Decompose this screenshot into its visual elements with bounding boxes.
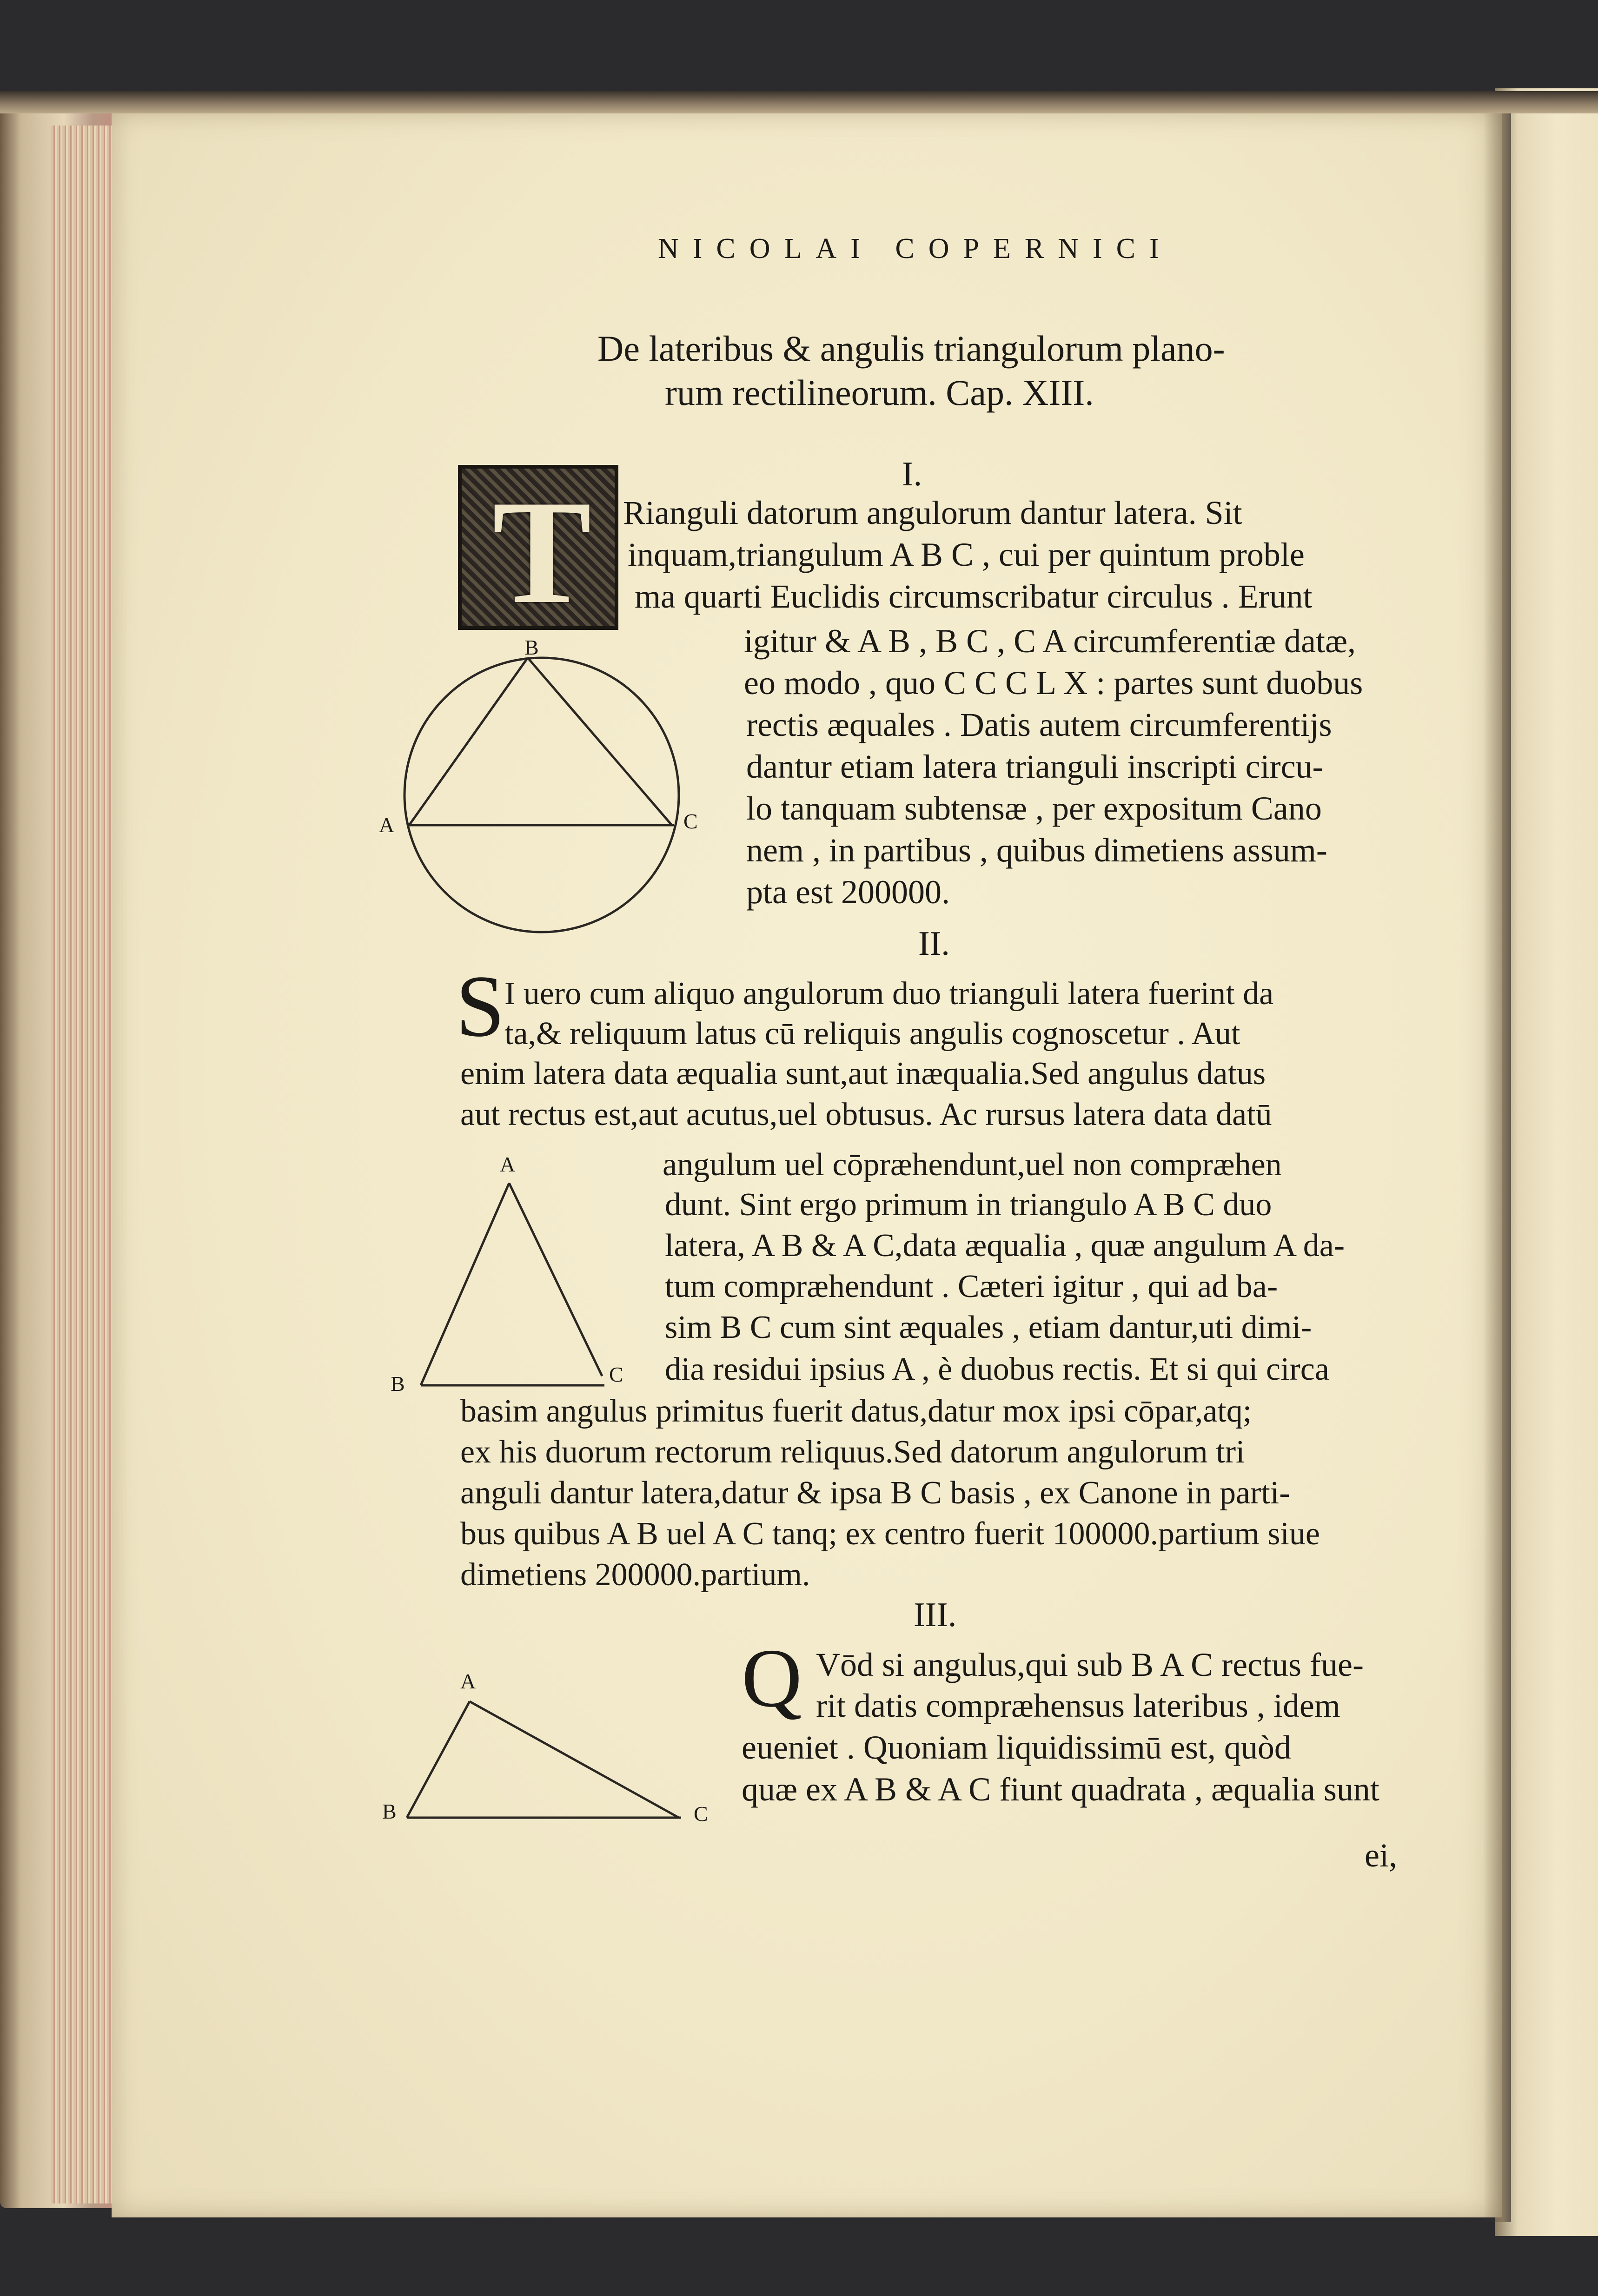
figure-inscribed-triangle: [367, 642, 721, 944]
section-1-line: dantur etiam latera trianguli inscripti circu-: [746, 748, 1324, 785]
section-1-line: igitur & A B , B C , C A circumferentiæ datæ,: [744, 622, 1356, 660]
section-2-line: sim B C cum sint æquales , etiam dantur,uti dimi-: [665, 1310, 1312, 1345]
decorated-initial-t: [458, 465, 618, 635]
page-stack-edge: [51, 126, 121, 2203]
section-2-line: I uero cum aliquo angulorum duo trianguli latera fuerint da: [504, 976, 1274, 1012]
section-2-line: aut rectus est,aut acutus,uel obtusus. Ac rursus latera data datū: [460, 1097, 1272, 1132]
section-2-line: basim angulus primitus fuerit datus,datur mox ipsi cōpar,atq;: [460, 1393, 1252, 1429]
section-2-line: latera, A B & A C,data æqualia , quæ angulum A da-: [665, 1228, 1345, 1264]
section-3-line: rit datis compræhensus lateribus , idem: [816, 1687, 1340, 1724]
section-2-line: ta,& reliquum latus cū reliquis angulis cognoscetur . Aut: [504, 1016, 1240, 1052]
section-2-line: dunt. Sint ergo primum in triangulo A B C duo: [665, 1187, 1272, 1223]
section-2-line: dia residui ipsius A , è duobus rectis. Et si qui circa: [665, 1351, 1329, 1387]
section-1-line: nem , in partibus , quibus dimetiens assum-: [746, 832, 1327, 869]
section-2-initial: S: [456, 958, 505, 1055]
section-1-line: pta est 200000.: [746, 873, 950, 911]
section-3-line: Vōd si angulus,qui sub B A C rectus fue-: [816, 1646, 1364, 1683]
section-2-line: bus quibus A B uel A C tanq; ex centro fuerit 100000.partium siue: [460, 1516, 1320, 1552]
figure-3-label: A: [460, 1669, 476, 1693]
figure-1-label: A: [379, 813, 395, 837]
figure-2-label: A: [500, 1152, 516, 1176]
section-numeral-2: II.: [918, 925, 950, 963]
section-1-line: lo tanquam subtensæ , per expositum Cano: [746, 790, 1322, 827]
chapter-title-line-1: De lateribus & angulis triangulorum plano-: [597, 328, 1225, 369]
figure-1-label: B: [524, 635, 539, 659]
figure-isosceles-triangle: [409, 1167, 614, 1399]
figure-2-label: C: [609, 1363, 623, 1386]
running-head: NICOLAI COPERNICI: [658, 233, 1173, 265]
decorated-initial-letter: T: [492, 470, 592, 635]
chapter-title-line-2: rum rectilineorum. Cap. XIII.: [665, 372, 1094, 413]
section-2-line: anguli dantur latera,datur & ipsa B C basis , ex Canone in parti-: [460, 1475, 1290, 1511]
section-2-line: angulum uel cōpræhendunt,uel non compræhen: [663, 1147, 1282, 1183]
section-2-line: ex his duorum rectorum reliquus.Sed datorum angulorum tri: [460, 1434, 1245, 1470]
section-2-line: dimetiens 200000.partium.: [460, 1557, 810, 1593]
section-1-line: Rianguli datorum angulorum dantur latera. Sit: [623, 494, 1242, 531]
section-1-line: ma quarti Euclidis circumscribatur circulus . Erunt: [635, 578, 1313, 615]
figure-2-label: B: [391, 1372, 405, 1396]
section-2-line: enim latera data æqualia sunt,aut inæqualia.Sed angulus datus: [460, 1056, 1266, 1092]
figure-1-label: C: [683, 809, 698, 833]
catchword: ei,: [1365, 1837, 1397, 1874]
figure-3-label: C: [694, 1802, 708, 1826]
section-3-line: eueniet . Quoniam liquidissimū est, quòd: [742, 1729, 1291, 1766]
section-numeral-1: I.: [902, 455, 922, 493]
section-1-line: inquam,triangulum A B C , cui per quintum proble: [628, 536, 1305, 573]
section-numeral-3: III.: [914, 1596, 957, 1634]
figure-3-label: B: [382, 1800, 397, 1823]
gutter-shadow: [1483, 112, 1511, 2222]
section-1-line: rectis æquales . Datis autem circumferentijs: [746, 706, 1332, 743]
figure-right-triangle: [395, 1692, 702, 1827]
section-1-line: eo modo , quo C C C L X : partes sunt duobus: [744, 664, 1363, 701]
book-cover-top-edge: [0, 91, 1598, 113]
section-3-initial: Q: [742, 1632, 802, 1724]
section-3-line: quæ ex A B & A C fiunt quadrata , æqualia sunt: [742, 1771, 1379, 1808]
section-2-line: tum compræhendunt . Cæteri igitur , qui ad ba-: [665, 1269, 1278, 1304]
